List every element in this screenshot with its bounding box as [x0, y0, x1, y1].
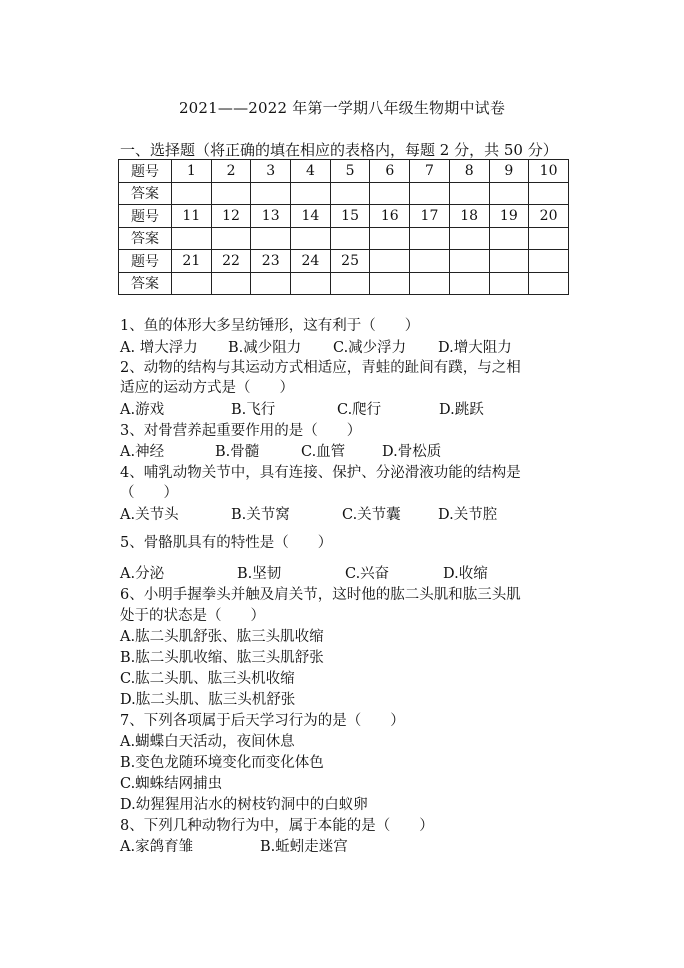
table-cell: 3	[251, 160, 291, 183]
option: D.骨松质	[382, 444, 442, 460]
question-6-option-d: D.肱二头肌、肱三头机舒张	[120, 692, 296, 708]
table-cell: 11	[172, 205, 212, 228]
question-6-option-a: A.肱二头肌舒张、肱三头肌收缩	[120, 629, 324, 645]
row-label: 题号	[119, 250, 172, 273]
table-cell: 20	[529, 205, 569, 228]
answer-table	[118, 159, 569, 295]
table-cell	[449, 250, 489, 273]
table-cell: 21	[172, 250, 212, 273]
table-cell: 10	[529, 160, 569, 183]
option: A.关节头	[120, 507, 179, 523]
table-cell	[291, 272, 331, 295]
table-cell	[251, 227, 291, 250]
table-cell: 8	[449, 160, 489, 183]
exam-title: 2021——2022 年第一学期八年级生物期中试卷	[178, 99, 506, 117]
option: C.爬行	[337, 402, 382, 418]
table-cell	[330, 272, 370, 295]
table-cell	[410, 227, 450, 250]
question-1: 1、鱼的体形大多呈纺锤形，这有利于（ ）	[120, 318, 420, 334]
table-cell	[489, 227, 529, 250]
question-6-option-c: C.肱二头肌、肱三头机收缩	[120, 671, 295, 687]
question-7-option-c: C.蜘蛛结网捕虫	[120, 776, 223, 792]
question-7: 7、下列各项属于后天学习行为的是（ ）	[120, 713, 405, 729]
table-row	[119, 160, 569, 183]
option: A.家鸽育雏	[120, 839, 194, 855]
table-cell	[449, 182, 489, 205]
table-cell	[251, 182, 291, 205]
table-cell	[330, 182, 370, 205]
option: B.减少阻力	[228, 340, 302, 356]
section-heading: 一、选择题（将正确的填在相应的表格内，每题 2 分，共 50 分）	[120, 141, 558, 159]
table-cell: 24	[291, 250, 331, 273]
option: A.游戏	[120, 402, 165, 418]
question-7-option-b: B.变色龙随环境变化而变化体色	[120, 755, 324, 771]
question-8: 8、下列几种动物行为中，属于本能的是（ ）	[120, 818, 434, 834]
question-4-cont: （ ）	[120, 485, 178, 501]
table-cell	[489, 250, 529, 273]
option: D.增大阻力	[438, 340, 512, 356]
table-cell	[410, 250, 450, 273]
table-row	[119, 250, 569, 273]
table-cell	[211, 227, 251, 250]
table-cell	[172, 227, 212, 250]
option: B.骨髓	[215, 444, 260, 460]
row-label: 题号	[119, 205, 172, 228]
question-6-cont: 处于的状态是（ ）	[120, 608, 265, 624]
option: D.关节腔	[438, 507, 498, 523]
table-cell	[529, 182, 569, 205]
table-cell	[410, 182, 450, 205]
question-4: 4、哺乳动物关节中，具有连接、保护、分泌滑液功能的结构是	[120, 465, 521, 481]
option: B.坚韧	[237, 566, 282, 582]
option: C.减少浮力	[333, 340, 407, 356]
table-cell	[370, 272, 410, 295]
question-2: 2、动物的结构与其运动方式相适应，青蛙的趾间有蹼，与之相	[120, 360, 521, 376]
table-cell	[291, 182, 331, 205]
question-6-option-b: B.肱二头肌收缩、肱三头肌舒张	[120, 650, 324, 666]
option: D.跳跃	[439, 402, 484, 418]
row-label: 答案	[119, 272, 172, 295]
table-cell: 9	[489, 160, 529, 183]
question-7-option-a: A.蝴蝶白天活动，夜间休息	[120, 734, 295, 750]
option: B.蚯蚓走迷宫	[260, 839, 348, 855]
table-cell: 22	[211, 250, 251, 273]
table-row	[119, 182, 569, 205]
table-cell: 6	[370, 160, 410, 183]
table-cell	[529, 272, 569, 295]
table-cell	[291, 227, 331, 250]
row-label: 答案	[119, 227, 172, 250]
table-cell: 12	[211, 205, 251, 228]
table-cell: 17	[410, 205, 450, 228]
table-cell	[449, 227, 489, 250]
question-7-option-d: D.幼猩猩用沾水的树枝钓洞中的白蚁卵	[120, 797, 368, 813]
table-row	[119, 227, 569, 250]
table-cell: 4	[291, 160, 331, 183]
table-cell: 7	[410, 160, 450, 183]
question-3: 3、对骨营养起重要作用的是（ ）	[120, 423, 362, 439]
option: D.收缩	[443, 566, 488, 582]
table-cell	[370, 250, 410, 273]
option: A. 增大浮力	[120, 340, 198, 356]
table-row	[119, 205, 569, 228]
table-cell: 2	[211, 160, 251, 183]
table-cell	[251, 272, 291, 295]
option: B.飞行	[231, 402, 276, 418]
question-6: 6、小明手握拳头并触及肩关节，这时他的肱二头肌和肱三头肌	[120, 587, 521, 603]
table-cell	[172, 272, 212, 295]
table-row	[119, 272, 569, 295]
table-cell: 25	[330, 250, 370, 273]
table-cell	[449, 272, 489, 295]
table-cell: 13	[251, 205, 291, 228]
table-cell: 18	[449, 205, 489, 228]
table-cell	[489, 272, 529, 295]
table-cell: 5	[330, 160, 370, 183]
table-cell	[172, 182, 212, 205]
option: C.关节囊	[342, 507, 401, 523]
row-label: 答案	[119, 182, 172, 205]
table-cell	[370, 227, 410, 250]
question-2-cont: 适应的运动方式是（ ）	[120, 380, 294, 396]
table-cell: 1	[172, 160, 212, 183]
table-cell: 19	[489, 205, 529, 228]
option: C.兴奋	[345, 566, 390, 582]
table-cell	[410, 272, 450, 295]
table-cell: 16	[370, 205, 410, 228]
table-cell	[211, 272, 251, 295]
option: C.血管	[301, 444, 346, 460]
question-5: 5、骨骼肌具有的特性是（ ）	[120, 535, 333, 551]
table-cell	[529, 250, 569, 273]
option: A.神经	[120, 444, 165, 460]
table-cell: 15	[330, 205, 370, 228]
option: A.分泌	[120, 566, 165, 582]
table-cell	[529, 227, 569, 250]
table-cell	[370, 182, 410, 205]
option: B.关节窝	[231, 507, 290, 523]
row-label: 题号	[119, 160, 172, 183]
table-cell	[489, 182, 529, 205]
table-cell	[211, 182, 251, 205]
table-cell: 14	[291, 205, 331, 228]
table-cell	[330, 227, 370, 250]
table-cell: 23	[251, 250, 291, 273]
